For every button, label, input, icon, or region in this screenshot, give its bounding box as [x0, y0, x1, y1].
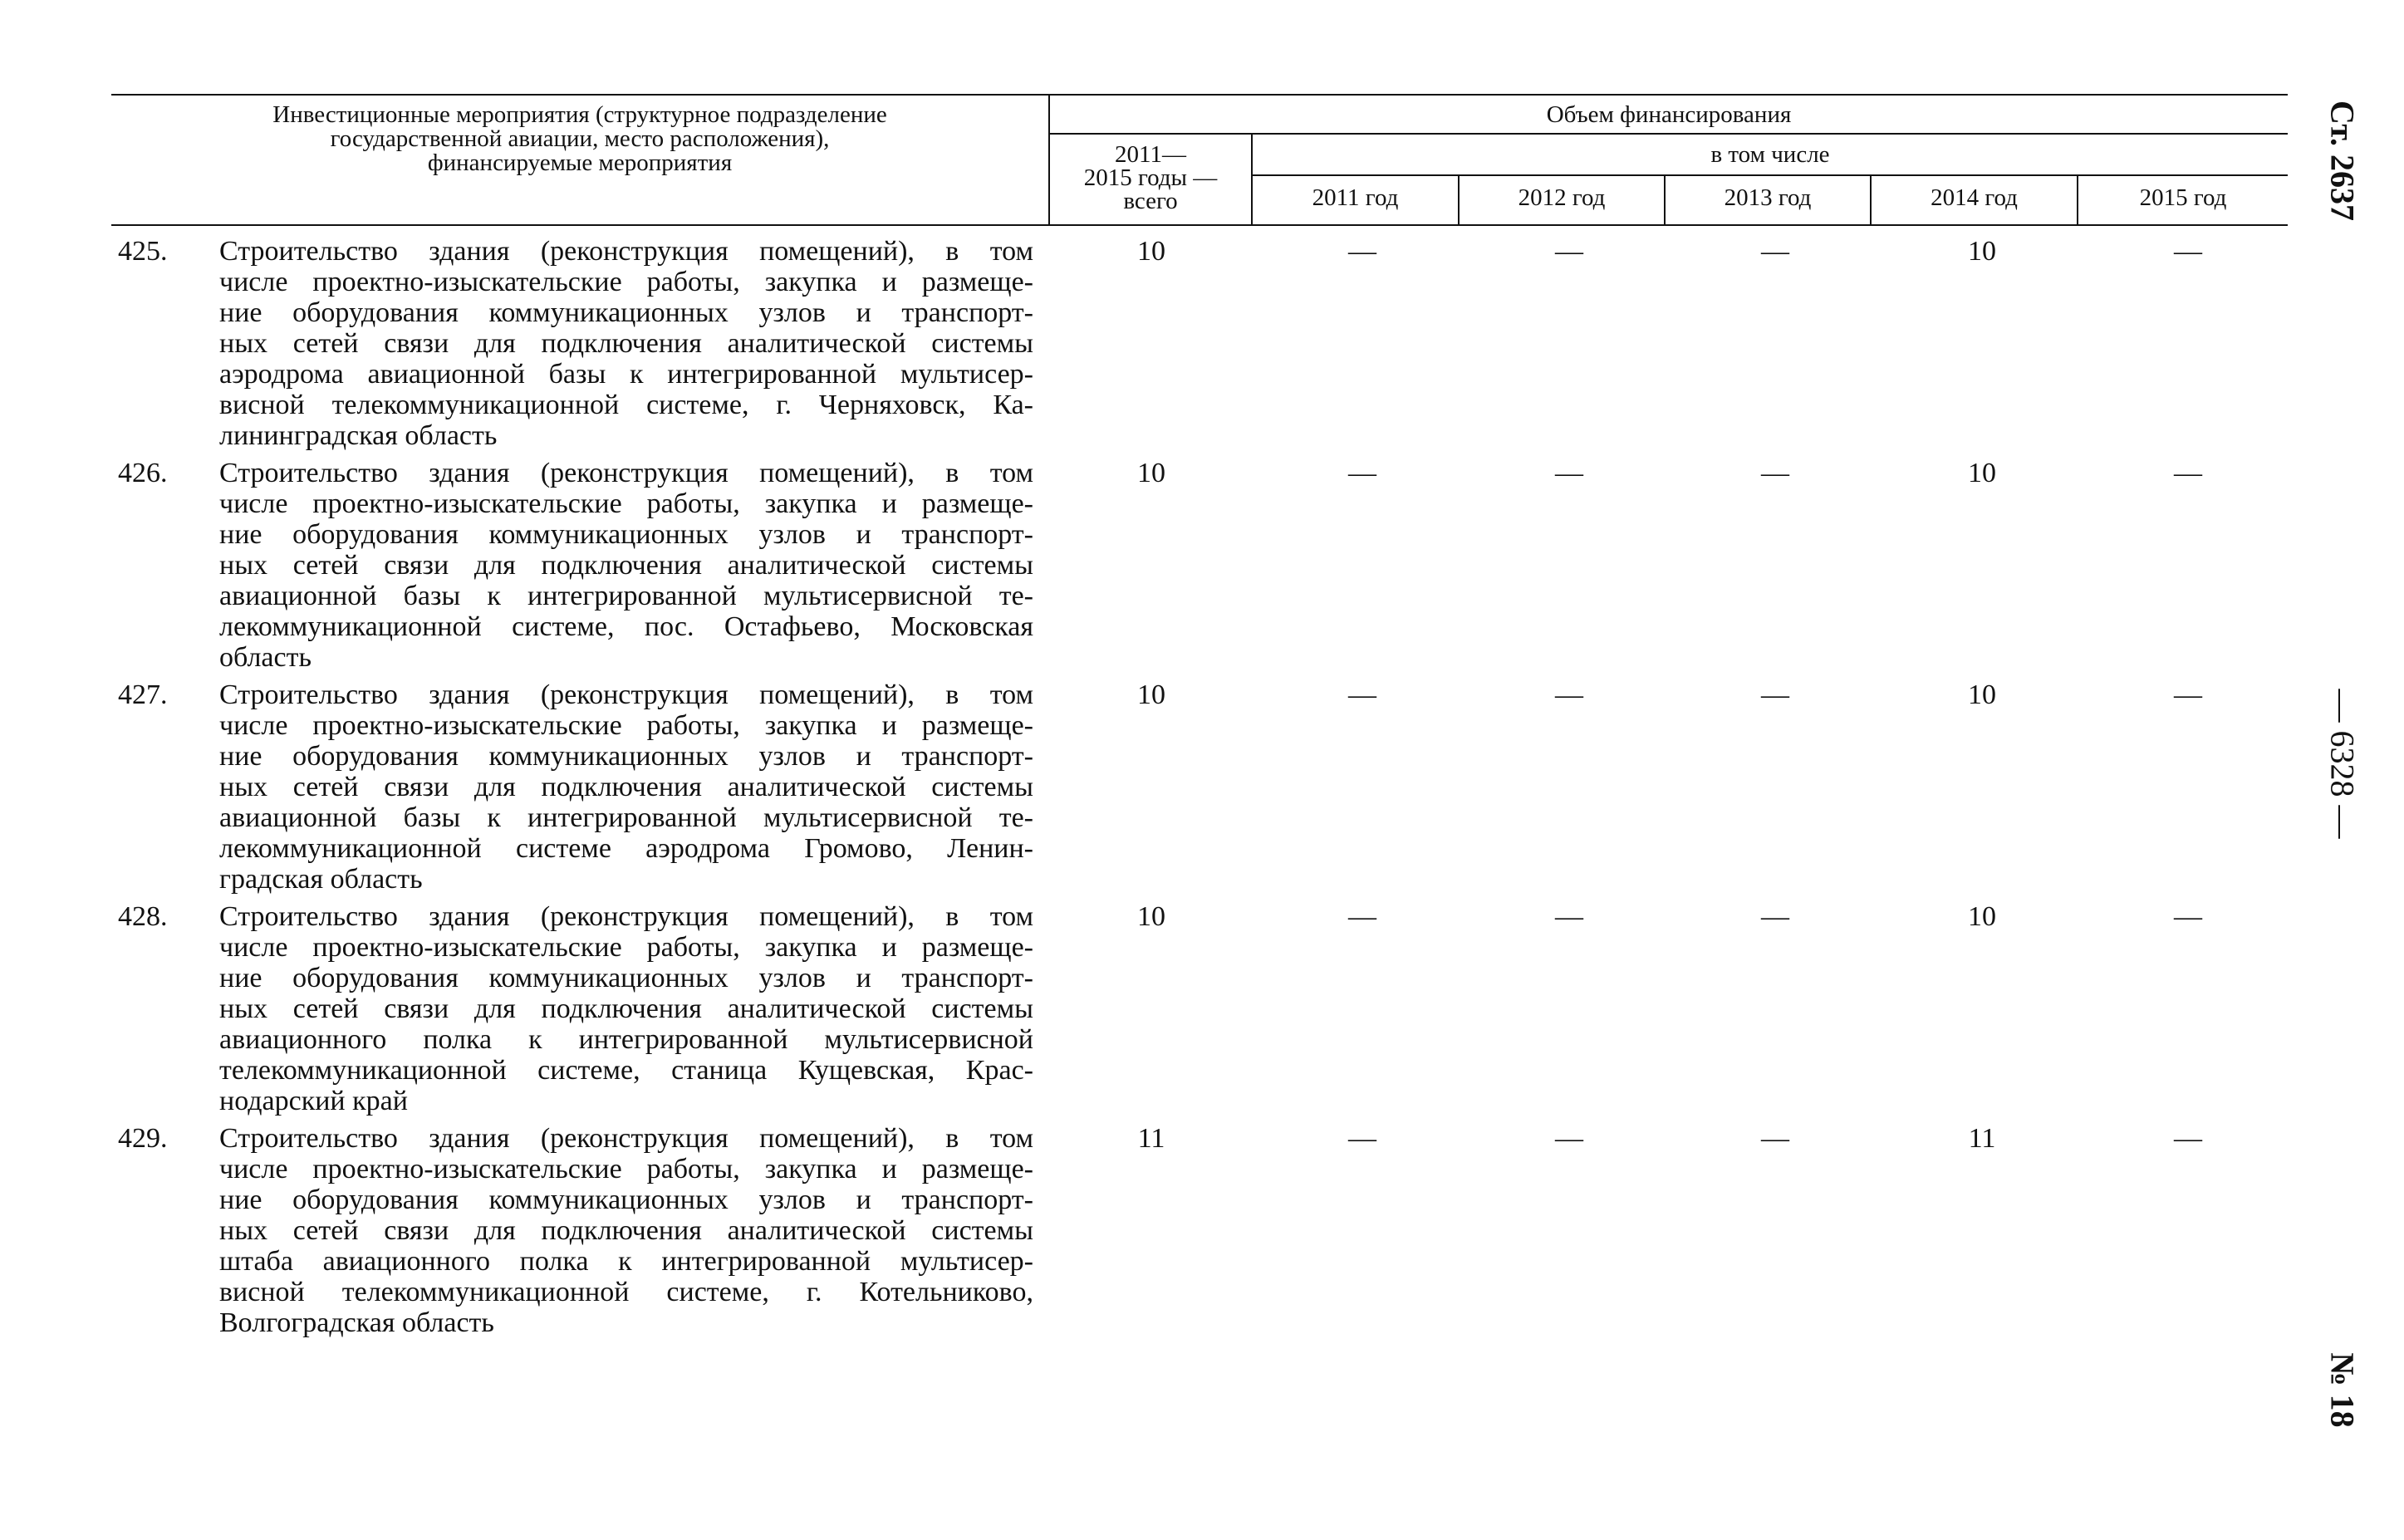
value-total: 10	[1137, 679, 1165, 710]
description-line: телекоммуникационной системе, станица Кущевская, Крас-	[219, 1055, 1033, 1086]
value-2015: —	[2174, 458, 2202, 488]
row-number: 426.	[118, 458, 168, 488]
margin-issue-number: № 18	[2323, 1352, 2362, 1428]
header-total	[1050, 143, 1251, 213]
description-line: числе проектно-изыскательские работы, закупка и размеще-	[219, 932, 1033, 963]
header-year-2015: 2015 год	[2139, 184, 2227, 211]
value-2012: —	[1555, 458, 1583, 488]
description-line: числе проектно-изыскательские работы, закупка и размеще-	[219, 267, 1033, 297]
description-line: ние оборудования коммуникационных узлов и транспорт-	[219, 297, 1033, 328]
row-description	[219, 458, 1033, 673]
value-2014: 11	[1968, 1123, 1996, 1154]
value-2014: 10	[1968, 236, 1996, 267]
value-2012: —	[1555, 679, 1583, 710]
value-2011: —	[1348, 679, 1376, 710]
description-line: штаба авиационного полка к интегрированной мультисер-	[219, 1246, 1033, 1277]
description-line: висной телекоммуникационной системе, г. Черняховск, Ка-	[219, 390, 1033, 420]
description-line: лекоммуникационной системе аэродрома Громово, Ленин-	[219, 833, 1033, 864]
description-line: лининградская область	[219, 420, 498, 451]
value-2011: —	[1348, 901, 1376, 932]
description-line: Строительство здания (реконструкция помещений), в том	[219, 1123, 1033, 1154]
description-line: ние оборудования коммуникационных узлов и транспорт-	[219, 1184, 1033, 1215]
value-total: 10	[1137, 236, 1165, 267]
value-total: 10	[1137, 458, 1165, 488]
table-header-bottom-rule	[111, 224, 2288, 226]
funding-rule	[1048, 133, 2288, 135]
years-rule	[1251, 174, 2288, 176]
value-2014: 10	[1968, 458, 1996, 488]
value-2015: —	[2174, 236, 2202, 267]
row-description	[219, 901, 1033, 1116]
description-line: авиационной базы к интегрированной мультисервисной те-	[219, 802, 1033, 833]
value-2013: —	[1761, 679, 1789, 710]
row-number: 425.	[118, 236, 168, 267]
row-number: 427.	[118, 679, 168, 710]
table-top-rule	[111, 94, 2288, 96]
header-funding: Объем финансирования	[1546, 101, 1792, 128]
header-activity	[111, 103, 1048, 175]
description-line: ние оборудования коммуникационных узлов и транспорт-	[219, 519, 1033, 550]
row-number: 429.	[118, 1123, 168, 1154]
value-2012: —	[1555, 236, 1583, 267]
header-year-2011: 2011 год	[1312, 184, 1399, 211]
row-description	[219, 679, 1033, 895]
value-2014: 10	[1968, 901, 1996, 932]
value-2013: —	[1761, 1123, 1789, 1154]
header-total-line: 2015 годы —	[1083, 164, 1218, 191]
value-2014: 10	[1968, 679, 1996, 710]
description-line: ние оборудования коммуникационных узлов и транспорт-	[219, 741, 1033, 772]
description-line: висной телекоммуникационной системе, г. Котельниково,	[219, 1277, 1033, 1307]
description-line: ных сетей связи для подключения аналитической системы	[219, 550, 1033, 581]
description-line: авиационного полка к интегрированной мультисервисной	[219, 1024, 1033, 1055]
description-line: градская область	[219, 864, 423, 895]
header-year-2014: 2014 год	[1931, 184, 2018, 211]
description-line: ных сетей связи для подключения аналитической системы	[219, 772, 1033, 802]
value-2015: —	[2174, 901, 2202, 932]
header-activity-line: государственной авиации, место расположения),	[330, 125, 830, 152]
row-number: 428.	[118, 901, 168, 932]
header-activity-line: финансируемые мероприятия	[427, 150, 733, 176]
header-total-line: всего	[1123, 188, 1178, 214]
value-2012: —	[1555, 1123, 1583, 1154]
header-year-2013: 2013 год	[1724, 184, 1812, 211]
row-description	[219, 236, 1033, 451]
description-line: Строительство здания (реконструкция помещений), в том	[219, 901, 1033, 932]
description-line: авиационной базы к интегрированной мультисервисной те-	[219, 581, 1033, 611]
description-line: ных сетей связи для подключения аналитической системы	[219, 328, 1033, 359]
header-activity-line: Инвестиционные мероприятия (структурное подразделение	[272, 101, 887, 128]
value-2011: —	[1348, 236, 1376, 267]
header-total-line: 2011—	[1115, 141, 1186, 168]
value-2012: —	[1555, 901, 1583, 932]
description-line: числе проектно-изыскательские работы, закупка и размеще-	[219, 488, 1033, 519]
value-2011: —	[1348, 1123, 1376, 1154]
description-line: аэродрома авиационной базы к интегрированной мультисер-	[219, 359, 1033, 390]
value-2013: —	[1761, 458, 1789, 488]
value-2015: —	[2174, 1123, 2202, 1154]
description-line: область	[219, 642, 312, 673]
description-line: нодарский край	[219, 1086, 408, 1116]
header-year-2012: 2012 год	[1518, 184, 1606, 211]
margin-article-number: Ст. 2637	[2323, 101, 2362, 221]
value-2013: —	[1761, 901, 1789, 932]
description-line: Строительство здания (реконструкция помещений), в том	[219, 236, 1033, 267]
description-line: Волгоградская область	[219, 1307, 494, 1338]
value-total: 11	[1137, 1123, 1165, 1154]
value-2011: —	[1348, 458, 1376, 488]
margin-page-number: — 6328 —	[2323, 689, 2362, 839]
description-line: ных сетей связи для подключения аналитической системы	[219, 1215, 1033, 1246]
value-2013: —	[1761, 236, 1789, 267]
description-line: Строительство здания (реконструкция помещений), в том	[219, 458, 1033, 488]
description-line: ных сетей связи для подключения аналитической системы	[219, 993, 1033, 1024]
description-line: числе проектно-изыскательские работы, закупка и размеще-	[219, 710, 1033, 741]
description-line: лекоммуникационной системе, пос. Остафьево, Московская	[219, 611, 1033, 642]
description-line: Строительство здания (реконструкция помещений), в том	[219, 679, 1033, 710]
value-2015: —	[2174, 679, 2202, 710]
description-line: ние оборудования коммуникационных узлов и транспорт-	[219, 963, 1033, 993]
value-total: 10	[1137, 901, 1165, 932]
header-including: в том числе	[1710, 141, 1830, 168]
row-description	[219, 1123, 1033, 1338]
description-line: числе проектно-изыскательские работы, закупка и размеще-	[219, 1154, 1033, 1184]
